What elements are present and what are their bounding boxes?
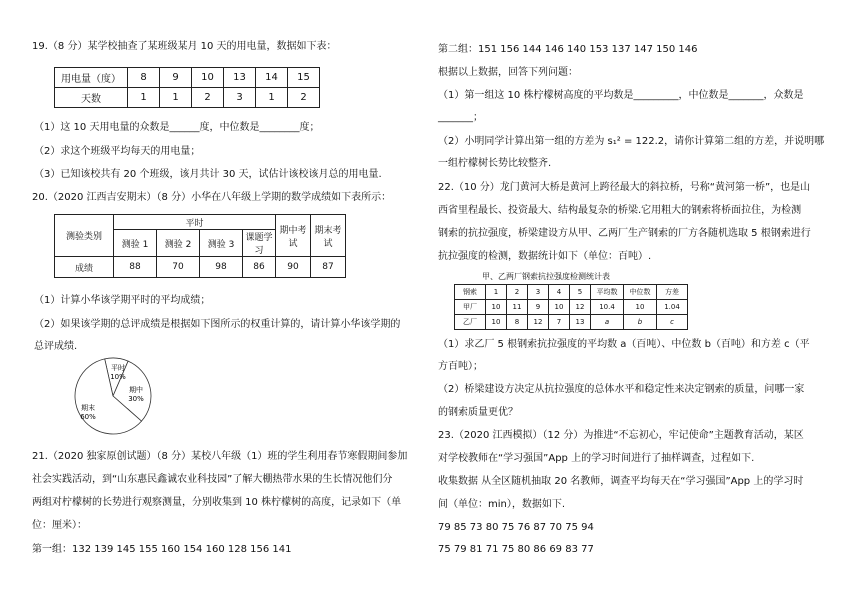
table-cell: 10.4 — [591, 300, 624, 315]
q23-data-row2: 75 79 81 71 75 80 86 69 83 77 — [438, 544, 594, 555]
table-row — [55, 215, 346, 230]
table-cell: 10 — [486, 300, 507, 315]
table-cell: 成绩 — [55, 257, 114, 278]
table-cell: 乙厂 — [455, 315, 486, 330]
q19-table — [54, 67, 320, 108]
table-cell: 1 — [486, 285, 507, 300]
q23-line1: 23.（2020 江西模拟）（12 分）为推进“不忘初心，牢记使命”主题教育活动，某区 — [438, 430, 804, 441]
q20-stem: 20.（2020 江西吉安期末）（8 分）小华在八年级上学期的数学成绩如下表所示： — [32, 192, 392, 203]
table-cell: 1 — [256, 88, 288, 108]
table-cell: 钢索 — [455, 285, 486, 300]
table-cell: 用电量（度） — [55, 68, 128, 88]
table-cell: 1 — [128, 88, 160, 108]
q22-line1: 22.（10 分）龙门黄河大桥是黄河上跨径最大的斜拉桥，号称“黄河第一桥”，也是山 — [438, 182, 811, 193]
table-cell: 11 — [507, 300, 528, 315]
q22-part1-line2: 方百吨）； — [438, 361, 483, 372]
pie-label-fin: 期末 — [81, 404, 95, 412]
q22-line3: 钢索的抗拉强度，桥梁建设方从甲、乙两厂生产钢索的厂方各随机选取 5 根钢索进行 — [438, 228, 811, 239]
q21-line2: 社会实践活动，到“山东惠民鑫诚农业科技园”了解大棚热带水果的生长情况他们分 — [32, 474, 393, 485]
table-row — [55, 257, 346, 278]
q21-intro: 根据以上数据，回答下列问题： — [438, 67, 578, 78]
table-cell: 10 — [624, 300, 657, 315]
q21-line3: 两组对柠檬树的长势进行观察测量，分别收集到 10 株柠檬树的高度，记录如下（单 — [32, 497, 402, 508]
pie-pct-fin: 60% — [80, 413, 96, 421]
table-cell: 10 — [486, 315, 507, 330]
table-cell: 中位数 — [624, 285, 657, 300]
pie-label-mid: 期中 — [129, 386, 143, 394]
table-cell: b — [624, 315, 657, 330]
table-cell: 期末考试 — [311, 215, 346, 257]
q21-line4: 位：厘米）： — [32, 520, 87, 531]
table-cell: 平时 — [114, 215, 276, 230]
table-cell: 期中考试 — [276, 215, 311, 257]
table-cell: 10 — [192, 68, 224, 88]
table-cell: 方差 — [657, 285, 688, 300]
table-cell: 2 — [507, 285, 528, 300]
table-cell: 7 — [549, 315, 570, 330]
table-cell: 1 — [160, 88, 192, 108]
table-cell: 12 — [570, 300, 591, 315]
q21-part1-line2: _______； — [438, 112, 483, 123]
q22-table — [454, 284, 688, 330]
pie-pct-ping: 10% — [110, 373, 126, 381]
q23-data-row1: 79 85 73 80 75 76 87 70 75 94 — [438, 522, 594, 533]
table-cell: 13 — [570, 315, 591, 330]
q20-table — [54, 214, 346, 278]
table-cell: 测验 1 — [114, 230, 157, 257]
table-cell: 测验 3 — [200, 230, 243, 257]
q19-part3: （3）已知该校共有 20 个班级，该月共计 30 天，试估计该校该月总的用电量. — [34, 169, 382, 180]
q20-part2-line1: （2）如果该学期的总评成绩是根据如下图所示的权重计算的，请计算小华该学期的 — [34, 319, 401, 330]
q21-part2-line2: 一组柠檬树长势比较整齐. — [438, 158, 552, 169]
q22-part2-line1: （2）桥梁建设方决定从抗拉强度的总体水平和稳定性来决定钢索的质量，问哪一家 — [438, 384, 805, 395]
table-cell: 4 — [549, 285, 570, 300]
table-cell: 平均数 — [591, 285, 624, 300]
table-cell: 87 — [311, 257, 346, 278]
q21-group1-data: 第一组：132 139 145 155 160 154 160 128 156 141 — [32, 544, 292, 555]
q21-part2-line1: （2）小明同学计算出第一组的方差为 s₁² = 122.2，请你计算第二组的方差，并说明哪 — [438, 136, 825, 147]
table-cell: 12 — [528, 315, 549, 330]
table-cell: 10 — [549, 300, 570, 315]
table-cell: 9 — [160, 68, 192, 88]
q21-line1: 21.（2020 独家原创试题）（8 分）某校八年级（1）班的学生利用春节寒假期间参加 — [32, 451, 408, 462]
weight-pie-chart — [58, 356, 168, 436]
q21-group2-data: 第二组：151 156 144 146 140 153 137 147 150 146 — [438, 44, 698, 55]
table-cell: 天数 — [55, 88, 128, 108]
table-cell: 13 — [224, 68, 256, 88]
q22-line2: 西省里程最长、投资最大、结构最复杂的桥梁.它用粗大的钢索将桥面拉住，为检测 — [438, 205, 802, 216]
table-cell: 甲厂 — [455, 300, 486, 315]
table-cell: 90 — [276, 257, 311, 278]
table-cell: 98 — [200, 257, 243, 278]
q20-part2-line2: 总评成绩. — [34, 341, 78, 352]
table-cell: 测验类别 — [55, 215, 114, 257]
q22-part1-line1: （1）求乙厂 5 根钢索抗拉强度的平均数 a（百吨）、中位数 b（百吨）和方差 c（平 — [438, 339, 810, 350]
table-cell: 5 — [570, 285, 591, 300]
table-row — [55, 68, 320, 88]
table-cell: 8 — [507, 315, 528, 330]
q20-part1: （1）计算小华该学期平时的平均成绩； — [34, 295, 211, 306]
pie-pct-mid: 30% — [128, 395, 144, 403]
q22-line4: 抗拉强度的检测，数据统计如下（单位：百吨）. — [438, 251, 652, 262]
q23-line2: 对学校教师在“学习强国”App 上的学习时间进行了抽样调查，过程如下. — [438, 453, 755, 464]
q19-part2: （2）求这个班级平均每天的用电量； — [34, 146, 201, 157]
table-cell: 9 — [528, 300, 549, 315]
table-cell: 88 — [114, 257, 157, 278]
table-cell: c — [657, 315, 688, 330]
table-cell: 3 — [224, 88, 256, 108]
table-row — [455, 285, 688, 300]
q21-part1-line1: （1）第一组这 10 株柠檬树高度的平均数是_________，中位数是_______，众数是 — [438, 90, 804, 101]
q19-part1: （1）这 10 天用电量的众数是______度，中位数是________度； — [34, 122, 320, 133]
q23-line3: 收集数据 从全区随机抽取 20 名教师，调查平均每天在“学习强国”App 上的学习时 — [438, 476, 804, 487]
table-cell: 2 — [288, 88, 320, 108]
table-cell: 86 — [243, 257, 276, 278]
table-cell: 1.04 — [657, 300, 688, 315]
table-cell: 2 — [192, 88, 224, 108]
q23-line4: 间（单位：min），数据如下. — [438, 499, 566, 510]
pie-label-ping: 平时 — [111, 364, 125, 372]
table-cell: 70 — [157, 257, 200, 278]
table-cell: 测验 2 — [157, 230, 200, 257]
table-cell: 14 — [256, 68, 288, 88]
q22-table-title: 甲、乙两厂钢索抗拉强度检测统计表 — [482, 272, 610, 281]
table-row — [455, 300, 688, 315]
table-row — [455, 315, 688, 330]
q22-part2-line2: 的钢索质量更优？ — [438, 407, 518, 418]
table-cell: 课题学习 — [243, 230, 276, 257]
table-cell: a — [591, 315, 624, 330]
table-row — [55, 88, 320, 108]
table-cell: 8 — [128, 68, 160, 88]
q19-stem: 19.（8 分）某学校抽查了某班级某月 10 天的用电量，数据如下表： — [32, 41, 337, 52]
table-cell: 3 — [528, 285, 549, 300]
table-cell: 15 — [288, 68, 320, 88]
